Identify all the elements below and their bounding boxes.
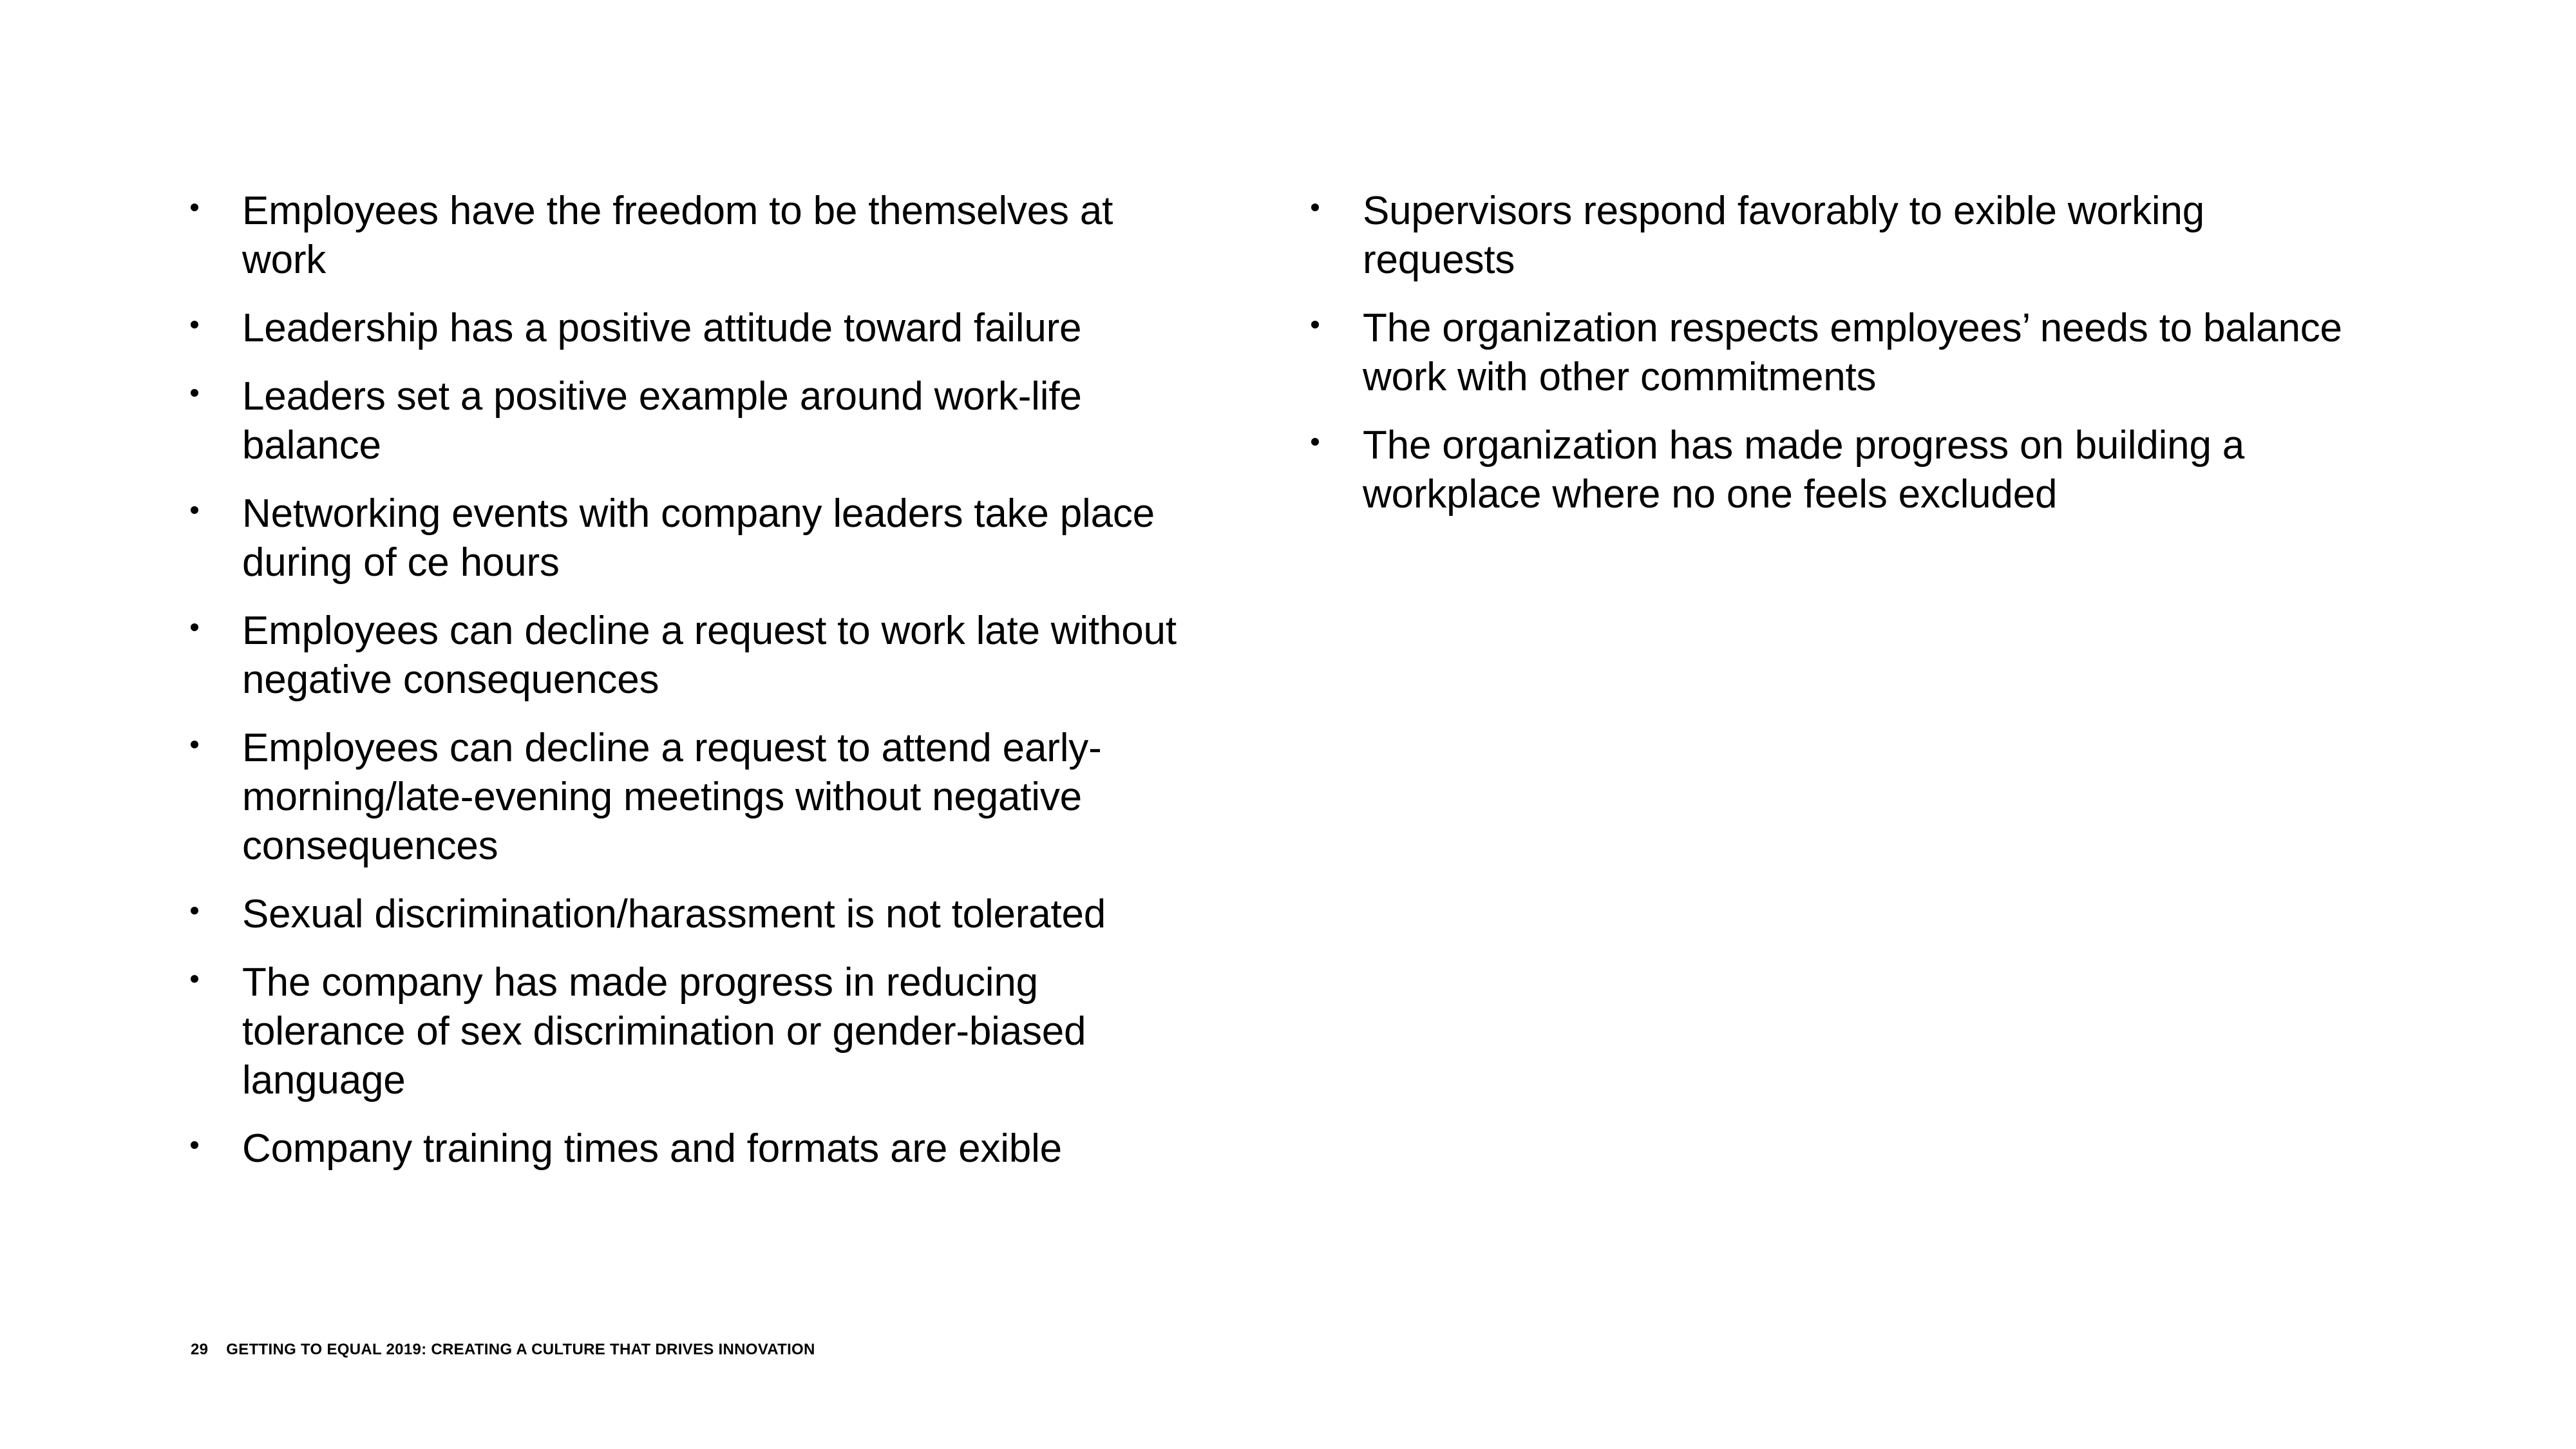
bullet-icon <box>191 907 198 914</box>
bullet-item <box>187 1124 1191 1173</box>
bullet-icon <box>191 204 198 211</box>
left-bullet-list <box>187 187 1191 1193</box>
bullet-text: The organization has made progress on building a workplace where no one feels excluded <box>1363 423 2245 516</box>
bullet-item <box>187 607 1191 705</box>
bullet-text: Employees can decline a request to attend early-morning/late-evening meetings without negative consequences <box>242 726 1102 868</box>
bullet-item <box>187 958 1191 1105</box>
bullet-item <box>187 372 1191 470</box>
bullet-icon <box>191 1141 198 1149</box>
bullet-item <box>187 724 1191 871</box>
page-footer <box>191 1341 815 1359</box>
bullet-icon <box>191 389 198 397</box>
bullet-icon <box>191 623 198 631</box>
bullet-item <box>1307 421 2363 519</box>
bullet-icon <box>191 506 198 514</box>
bullet-text: Leaders set a positive example around work-life balance <box>242 374 1082 468</box>
bullet-icon <box>191 975 198 983</box>
bullet-item <box>1307 187 2363 285</box>
bullet-icon <box>191 741 198 748</box>
bullet-text: Networking events with company leaders take place during of ce hours <box>242 491 1155 585</box>
bullet-text: The organization respects employees’ needs to balance work with other commitments <box>1363 306 2342 399</box>
bullet-text: Employees have the freedom to be themselves at work <box>242 189 1113 282</box>
bullet-icon <box>1311 204 1319 211</box>
footer-title: GETTING TO EQUAL 2019: CREATING A CULTURE THAT DRIVES INNOVATION <box>226 1341 815 1358</box>
bullet-icon <box>191 321 198 328</box>
bullet-icon <box>1311 438 1319 446</box>
bullet-item <box>187 890 1191 939</box>
bullet-item <box>187 187 1191 285</box>
bullet-item <box>187 304 1191 353</box>
page-number: 29 <box>191 1341 209 1358</box>
right-bullet-list <box>1307 187 2363 538</box>
bullet-text: Company training times and formats are exible <box>242 1126 1062 1171</box>
bullet-text: Employees can decline a request to work late without negative consequences <box>242 609 1177 702</box>
bullet-icon <box>1311 321 1319 328</box>
bullet-text: Leadership has a positive attitude toward failure <box>242 306 1082 350</box>
bullet-item <box>1307 304 2363 402</box>
bullet-text: Sexual discrimination/harassment is not tolerated <box>242 892 1106 936</box>
bullet-text: Supervisors respond favorably to exible working requests <box>1363 189 2205 282</box>
bullet-item <box>187 489 1191 587</box>
bullet-text: The company has made progress in reducing tolerance of sex discrimination or gender-biased language <box>242 960 1086 1103</box>
